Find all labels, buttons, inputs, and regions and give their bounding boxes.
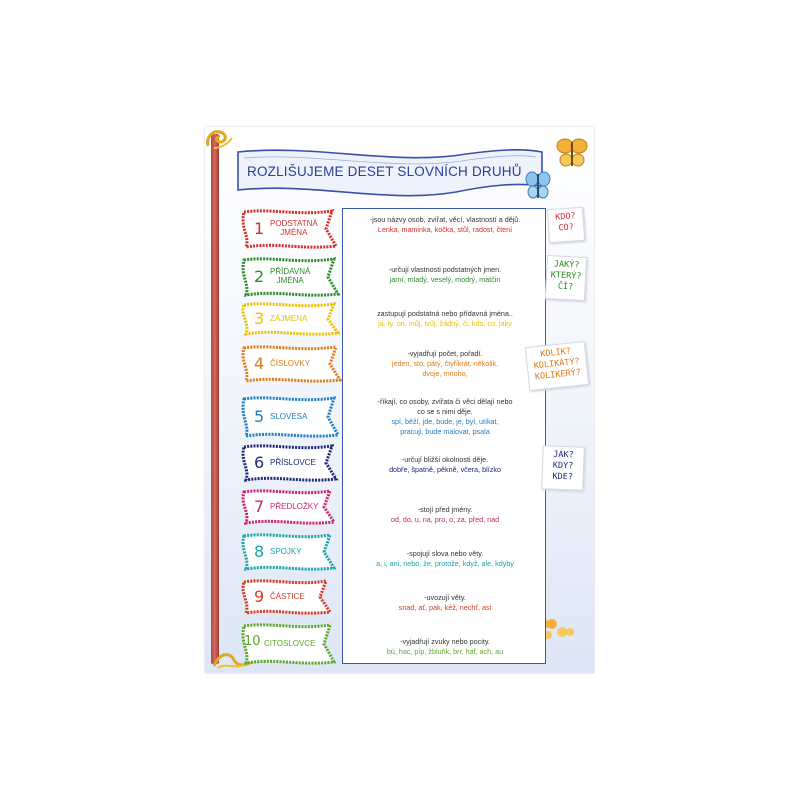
flag-number: 9 [254, 587, 265, 606]
example-words: od, do, u, na, pro, o, za, před, nad [390, 515, 500, 524]
flag-label [270, 547, 302, 556]
question-text: KDO? [554, 211, 577, 223]
example-words: dvoje, mnoho, [422, 369, 468, 378]
flag-label-line: JMÉNA [280, 228, 308, 237]
description-text: co se s nimi děje. [417, 407, 473, 416]
description-row [343, 549, 547, 569]
word-class-flag [238, 488, 338, 526]
description-row [343, 593, 547, 613]
example-words: jeden, sto, pátý, čtyřikrát, několik, [391, 359, 499, 368]
flag-label-line: PODSTATNÁ [270, 219, 318, 228]
description-row [343, 455, 547, 475]
word-class-flag [238, 532, 338, 572]
flag-number: 3 [254, 309, 265, 328]
flag-number: 2 [254, 267, 265, 286]
description-row [343, 265, 547, 285]
description-text: -vyjadřují zvuky nebo pocity. [400, 637, 490, 646]
example-words: já, ty, on, můj, tvůj, žádný, či, kdo, co, jaký [378, 319, 512, 328]
question-note [547, 207, 585, 243]
flag-label-line: PŘÍSLOVCE [270, 458, 316, 467]
word-class-flag [238, 208, 340, 250]
question-text: KOLIKÁTÝ? [533, 356, 581, 372]
example-words: dobře, špatně, pěkně, včera, blízko [389, 465, 501, 474]
example-words: pracuji, bude malovat, psala [400, 427, 490, 436]
flag-label-line: SPOJKY [270, 547, 302, 556]
word-class-flag [238, 301, 342, 337]
flag-label-line: PŘEDLOŽKY [270, 502, 319, 511]
description-row [343, 309, 547, 329]
description-panel [342, 208, 546, 664]
flag-number: 7 [254, 497, 265, 516]
flag-label-line: SLOVESA [270, 412, 308, 421]
flag-label [270, 412, 307, 421]
question-text: KOLIKERÝ? [534, 367, 582, 383]
word-class-flag [238, 256, 342, 298]
description-text: -vyjadřují počet, pořadí. [407, 349, 483, 358]
ornament-top-icon [204, 128, 234, 150]
question-text: JAK? [553, 449, 574, 461]
example-words: Lenka, maminka, kočka, stůl, radost, čtení [377, 225, 513, 234]
question-text: CO? [558, 222, 575, 234]
flag-number: 5 [254, 407, 265, 426]
butterfly-icon [555, 136, 589, 172]
flag-number: 10 [244, 634, 261, 649]
butterfly-blue-icon [525, 170, 551, 202]
example-words: jarní, mladý, veselý, modrý, matčin [389, 275, 501, 284]
description-text: -jsou názvy osob, zvířat, věcí, vlastností a dějů. [369, 215, 521, 224]
flag-label-line: ČÍSLOVKY [270, 359, 311, 368]
description-text: -spojují slova nebo věty. [406, 549, 484, 558]
flag-label [270, 314, 307, 323]
word-class-flag [238, 395, 342, 439]
description-row [343, 349, 547, 379]
description-row [343, 215, 547, 235]
flag-label [270, 219, 318, 237]
word-class-flag [238, 344, 344, 384]
question-note [541, 445, 585, 490]
description-text: -stojí před jmény. [417, 505, 473, 514]
description-row [343, 505, 547, 525]
page-title: ROZLIŠUJEME DESET SLOVNÍCH DRUHŮ [247, 164, 522, 179]
flag-number: 4 [254, 354, 265, 373]
question-text: KTERÝ? [550, 270, 582, 282]
example-words: snad, ať, pak, kéž, nechť, asi [398, 603, 492, 612]
flag-label [270, 592, 305, 601]
flag-label [270, 359, 310, 368]
example-words: bú, hac, píp, žbluňk, brr, haf, ach, au [386, 647, 504, 656]
word-class-flag [238, 443, 340, 483]
question-note [525, 341, 589, 391]
example-words: a, i, ani, nebo, že, protože, když, ale, kdyby [376, 559, 514, 568]
flag-number: 6 [254, 453, 265, 472]
flag-pole [211, 134, 219, 664]
flag-label [270, 267, 310, 285]
description-text: -říkají, co osoby, zvířata či věci dělají nebo [377, 397, 513, 406]
description-text: -určují bližší okolnosti děje. [401, 455, 489, 464]
question-text: KOLIK? [539, 346, 572, 360]
question-text: KDE? [552, 471, 574, 483]
description-row [343, 637, 547, 657]
flag-label-line: CITOSLOVCE [264, 639, 316, 648]
description-row [343, 397, 547, 437]
flag-number: 8 [254, 542, 265, 561]
word-class-flag [238, 578, 334, 616]
word-class-flag [238, 622, 338, 666]
flag-label-line: ČÁSTICE [270, 592, 305, 601]
flag-label [264, 639, 315, 648]
description-text: zastupují podstatná nebo přídavná jména.. [377, 309, 513, 318]
flag-label [270, 458, 316, 467]
question-text: ČÍ? [557, 281, 574, 293]
flag-label [270, 502, 318, 511]
description-text: -uvozují věty. [424, 593, 466, 602]
flag-number: 1 [254, 219, 265, 238]
example-words: spí, běží, jde, bude, je, byl, utíkat, [391, 417, 499, 426]
flag-label-line: PŘÍDAVNÁ [270, 267, 311, 276]
question-note [545, 255, 587, 301]
description-text: -určují vlastnosti podstatných jmen. [388, 265, 502, 274]
question-text: KDY? [552, 460, 574, 472]
flag-label-line: ZÁJMENA [270, 314, 308, 323]
flag-label-line: JMÉNA [276, 276, 304, 285]
question-text: JAKÝ? [553, 259, 580, 271]
